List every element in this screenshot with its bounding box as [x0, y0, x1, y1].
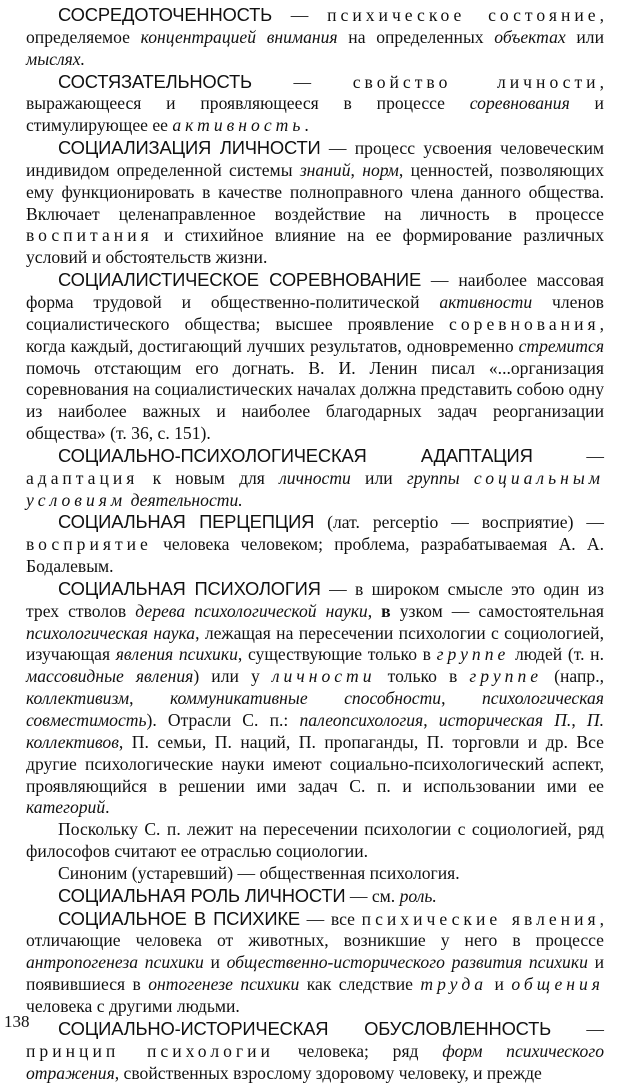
entry-text: , — [423, 710, 439, 730]
entry-text: и — [487, 974, 512, 995]
entry-text: психологическая наука — [26, 622, 196, 643]
entry-text: людей (т. н. — [509, 644, 604, 665]
entry-socialnaya-psihologiya-2 — [26, 819, 604, 863]
entry-socialisticheskoe-sorevnovanie — [26, 269, 604, 445]
entry-text: личности — [271, 666, 376, 687]
entry-text: психологическая совместимость — [26, 688, 604, 730]
entry-text: , когда каждый, достигающий лучших результатов, одновременно — [26, 313, 604, 356]
entry-text: , — [129, 688, 170, 709]
entry-text: к новым для — [138, 467, 280, 488]
entry-text: онтогенезе психики — [148, 974, 300, 995]
entry-text: социальным условиям — [26, 467, 604, 510]
entry-text: объектах — [494, 26, 566, 47]
entry-text: активность — [172, 115, 305, 136]
entry-text: , существующие только в — [237, 644, 437, 665]
entry-text: помочь отстающим его догнать. В. И. Ленин писал «...организация соревнования на социалистических началах должна представить собою одну из наиболее важных и наиболее благодарных задач реорганизации общества» (т. 36, с. 151). — [26, 357, 604, 444]
entry-text: психическое состояние — [327, 5, 600, 25]
entry-text: членов социалистического общества; высшее проявление — [26, 291, 604, 334]
entry-text: мыслях. — [26, 48, 86, 69]
entry-headword: СОСТЯЗАТЕЛЬНОСТЬ — [58, 70, 252, 92]
entry-text: , — [367, 600, 382, 621]
entry-text: (напр., — [542, 666, 605, 687]
entry-socialno-psihologicheskaya-adaptaciya — [26, 445, 604, 512]
entry-text: — см. — [345, 885, 400, 906]
entry-text: Синоним (устаревший) — общественная психология. — [58, 862, 460, 883]
entry-text: или — [565, 26, 604, 47]
entry-headword: СОЦИАЛЬНО-ПСИХОЛОГИЧЕСКАЯ АДАПТАЦИЯ — [58, 444, 533, 466]
entry-text: коммуникативные способности — [169, 688, 442, 709]
entry-text: , лежащая на пересечении психологии с социологией, изучающая — [26, 622, 604, 665]
entry-text: и — [203, 952, 227, 973]
entry-text: знаний — [299, 159, 351, 180]
entry-text: человека человеком; проблема, разрабатываемая А. А. Бодалевым. — [26, 534, 604, 577]
entry-text: деятельности. — [130, 489, 243, 510]
entry-text: ). Отрасли С. п.: — [146, 710, 300, 730]
entry-text: роль. — [399, 885, 437, 906]
entry-text: личности — [279, 467, 351, 488]
entry-text: принцип психологии — [26, 1040, 274, 1061]
entry-text: — все — [299, 908, 362, 929]
entry-text: коллективизм — [26, 688, 130, 709]
entry-text: соревнования — [469, 93, 570, 114]
entry-text: массовидные явления — [26, 666, 194, 687]
entry-headword: СОЦИАЛЬНАЯ ПСИХОЛОГИЯ — [58, 577, 321, 599]
entry-text: концентрацией внимания — [140, 26, 338, 47]
entry-text: стремится — [518, 335, 604, 356]
entry-text: — процесс усвоения человеческим индивидом определенной системы — [26, 138, 604, 180]
entry-headword: СОЦИАЛЬНО-ИСТОРИЧЕСКАЯ ОБУСЛОВЛЕННОСТЬ — [58, 1017, 552, 1039]
entry-text: П. коллективов — [26, 710, 605, 752]
entry-text: явления психики — [115, 644, 238, 665]
entry-text: активности — [439, 291, 533, 312]
entry-text: восприятие — [26, 534, 152, 555]
entry-text: — в широком смысле это один из трех стволов — [26, 578, 604, 621]
entry-socialno-istoricheskaya-obuslovlennost — [26, 1018, 604, 1084]
entry-text: человека; ряд — [273, 1040, 443, 1061]
entry-text: группе — [469, 666, 543, 687]
entry-sosredotochennost — [26, 4, 604, 71]
entry-text: группы — [406, 467, 460, 488]
entry-headword: СОЦИАЛЬНОЕ В ПСИХИКЕ — [58, 907, 300, 929]
entry-text: , выражающееся и проявляющееся в процессе — [26, 71, 605, 114]
entry-text: историческая П. — [438, 710, 572, 730]
entry-text: только в — [375, 666, 470, 687]
entry-text: труда — [420, 974, 488, 995]
entry-socialnaya-psihologiya-3 — [26, 863, 604, 885]
entry-text: (лат. perceptio — восприятие) — — [314, 512, 604, 533]
entry-text: . — [304, 115, 309, 136]
dictionary-text — [26, 4, 604, 1084]
entry-text: дерева психологической науки — [135, 600, 368, 621]
entry-text: воспитания — [26, 225, 153, 246]
entry-text: ) или у — [193, 666, 272, 687]
entry-text: — — [251, 71, 353, 92]
entry-text: как следствие — [299, 974, 421, 995]
entry-text: психические явления — [361, 908, 600, 929]
entry-headword: СОЦИАЛЬНАЯ РОЛЬ ЛИЧНОСТИ — [58, 884, 346, 906]
entry-text: адаптация — [26, 467, 139, 488]
entry-text: . — [105, 797, 110, 818]
entry-text: норм — [362, 159, 399, 180]
entry-text: форм психического отражения — [26, 1040, 604, 1083]
entry-text: и стимулирующее ее — [26, 93, 604, 136]
entry-text: — — [532, 445, 604, 466]
entry-text: на определенных — [337, 26, 495, 47]
entry-text: свойство личности — [352, 71, 600, 92]
entry-text: , — [350, 159, 363, 180]
entry-headword: СОЦИАЛИЗАЦИЯ ЛИЧНОСТИ — [58, 137, 321, 159]
entry-headword: СОЦИАЛЬНАЯ ПЕРЦЕПЦИЯ — [58, 511, 315, 533]
entry-text: , — [571, 710, 587, 730]
entry-text: группе — [436, 644, 510, 665]
entry-text: категорий — [26, 797, 106, 818]
entry-text: соревнования — [449, 313, 600, 334]
entry-text: — наиболее массовая форма трудовой и общественно-политической — [26, 270, 605, 312]
entry-text: , отличающие человека от животных, возникшие у него в процессе — [26, 908, 604, 951]
entry-headword: СОСРЕДОТОЧЕННОСТЬ — [58, 4, 273, 25]
entry-text: и появившиеся в — [26, 952, 604, 995]
entry-text: узком — самостоятельная — [390, 600, 605, 621]
entry-text: палеопсихология — [299, 710, 424, 730]
entry-text: и стихийное влияние на ее формирование различных условий и обстоятельств жизни. — [26, 225, 604, 268]
entry-text: , ценностей, позволяющих ему функционировать в качестве полноправного члена данного общества. Включает целенаправленное воздействие на личность в процессе — [26, 159, 605, 224]
entry-text: , — [441, 688, 482, 709]
entry-socialnaya-percepciya — [26, 511, 604, 578]
entry-socialnoe-v-psihike — [26, 908, 604, 1018]
entry-sostyazatelnost — [26, 71, 604, 138]
entry-text: — — [551, 1018, 604, 1039]
entry-text: человека с другими людьми. — [26, 995, 240, 1016]
entry-text — [460, 468, 474, 488]
entry-text: — — [272, 5, 328, 25]
entry-text: , свойственных взрослому здоровому человеку, и прежде — [114, 1062, 542, 1083]
entry-socialnaya-psihologiya — [26, 578, 604, 819]
page-number: 138 — [4, 1012, 30, 1031]
entry-text: Поскольку С. п. лежит на пересечении психологии с социологией, ряд философов считают ее отраслью социологии. — [26, 819, 604, 862]
entry-socializaciya-lichnosti — [26, 137, 604, 269]
entry-text: антропогенеза психики — [26, 952, 204, 973]
entry-socialnaya-rol — [26, 885, 604, 908]
entry-text: или — [350, 467, 407, 488]
entry-headword: СОЦИАЛИСТИЧЕСКОЕ СОРЕВНОВАНИЕ — [58, 269, 422, 291]
entry-text: общения — [511, 974, 604, 995]
entry-text: в — [381, 600, 391, 621]
entry-text: , П. семьи, П. наций, П. пропаганды, П. торговли и др. Все другие психологические науки имеют социально-психологический аспект, проявляющийся в решении ими задач С. п. и использовании ими ее — [26, 731, 604, 796]
entry-text: , определяемое — [26, 5, 604, 47]
entry-text: общественно-исторического развития психики — [226, 952, 588, 973]
